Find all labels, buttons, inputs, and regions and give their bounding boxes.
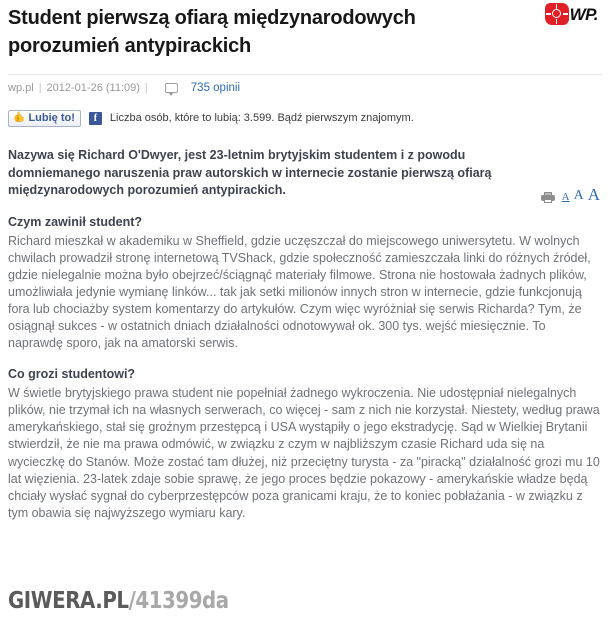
watermark <box>8 588 229 614</box>
section-title-2: Co grozi studentowi? <box>8 367 136 382</box>
font-size-small-button[interactable]: A <box>561 191 570 203</box>
comments-link[interactable]: 735 opinii <box>190 82 241 94</box>
font-size-large-button[interactable]: A <box>587 185 600 204</box>
wp-sun-icon <box>545 3 569 25</box>
thumbs-up-icon: 👍 <box>13 112 26 123</box>
page-header <box>8 0 602 60</box>
page-title: Student pierwszą ofiarą międzynarodowych porozumień antypirackich <box>8 7 416 57</box>
byline <box>8 75 602 101</box>
section-body-1: Richard mieszkał w akademiku w Sheffield, gdzie uczęszczał do miejscowego uniwersytetu. W wolnych chwilach prowadził stronę internetową TVShack, gdzie społeczność zamieszczała linki do różnych źródeł, gdzie nielegalnie można było obejrzeć/ściągnąć materiały filmowe. Strona nie hostowała żadnych plików, umożliwiała jedynie wymianę linków... tak jak setki milionów innych stron w internecie, gdzie funkcjonują fora lub chociażby system komentarzy do artykułów. Czym więc wyróżniał się serwis Richarda? Tym, że osiągnął sukces - w ostatnich dniach działalności odnotowywał ok. 300 tys. wejść miesięcznie. To naprawdę sporo, jak na amatorski serwis. <box>8 233 591 351</box>
watermark-id: /41399da <box>128 588 229 614</box>
byline-separator-1: | <box>38 82 42 94</box>
printer-icon[interactable] <box>541 192 555 203</box>
byline-date: 2012-01-26 (11:09) <box>46 82 140 94</box>
byline-separator-2: | <box>144 82 148 94</box>
watermark-site: GIWERA.PL <box>8 588 129 614</box>
article-tools <box>541 185 600 203</box>
facebook-like-label: Lubię to! <box>28 112 75 124</box>
font-size-medium-button[interactable]: A <box>573 188 584 203</box>
section-title-1: Czym zawinił student? <box>8 214 143 229</box>
facebook-like-count: Liczba osób, które to lubią: 3.599. Bądź pierwszym znajomym. <box>109 112 414 124</box>
facebook-like-button[interactable] <box>8 110 81 127</box>
byline-source: wp.pl <box>8 82 34 94</box>
wp-logo[interactable] <box>530 2 598 26</box>
facebook-icon[interactable]: f <box>89 112 102 125</box>
comment-bubble-icon <box>165 83 178 93</box>
facebook-social-bar <box>8 101 602 133</box>
article-lead: Nazywa się Richard O'Dwyer, jest 23-letnim brytyjskim studentem i z powodu domniemanego naruszenia praw autorskich w internecie zostanie pierwszą ofiarą międzynarodowych porozumień antypirackich. <box>8 148 492 197</box>
wp-logo-text: WP. <box>569 4 598 24</box>
article-body <box>8 133 602 522</box>
section-body-2: W świetle brytyjskiego prawa student nie popełniał żadnego wykroczenia. Nie udostępniał nielegalnych plików, nie trzymał ich na własnych serwerach, co więcej - sam z nich nie korzystał. Niestety, według prawa amerykańskiego, stał się groźnym przestępcą i USA wystąpiły o jego ekstradycję. Sąd w Wielkiej Brytanii stwierdził, że nie ma prawa odmówić, w związku z czym w najbliższym czasie Richard uda się na wycieczkę do Stanów. Może zostać tam dłużej, niż przeciętny turysta - za "piracką" działalność grozi mu 10 lat więzienia. 23-latek zdaje sobie sprawę, że jego proces będzie pokazowy - amerykańskie władze będą chciały wysłać sygnał do cyberprzestępców poza granicami kraju, że to koniec pobłażania - w związku z tym obawia się najwyższego wymiaru kary. <box>8 386 600 520</box>
